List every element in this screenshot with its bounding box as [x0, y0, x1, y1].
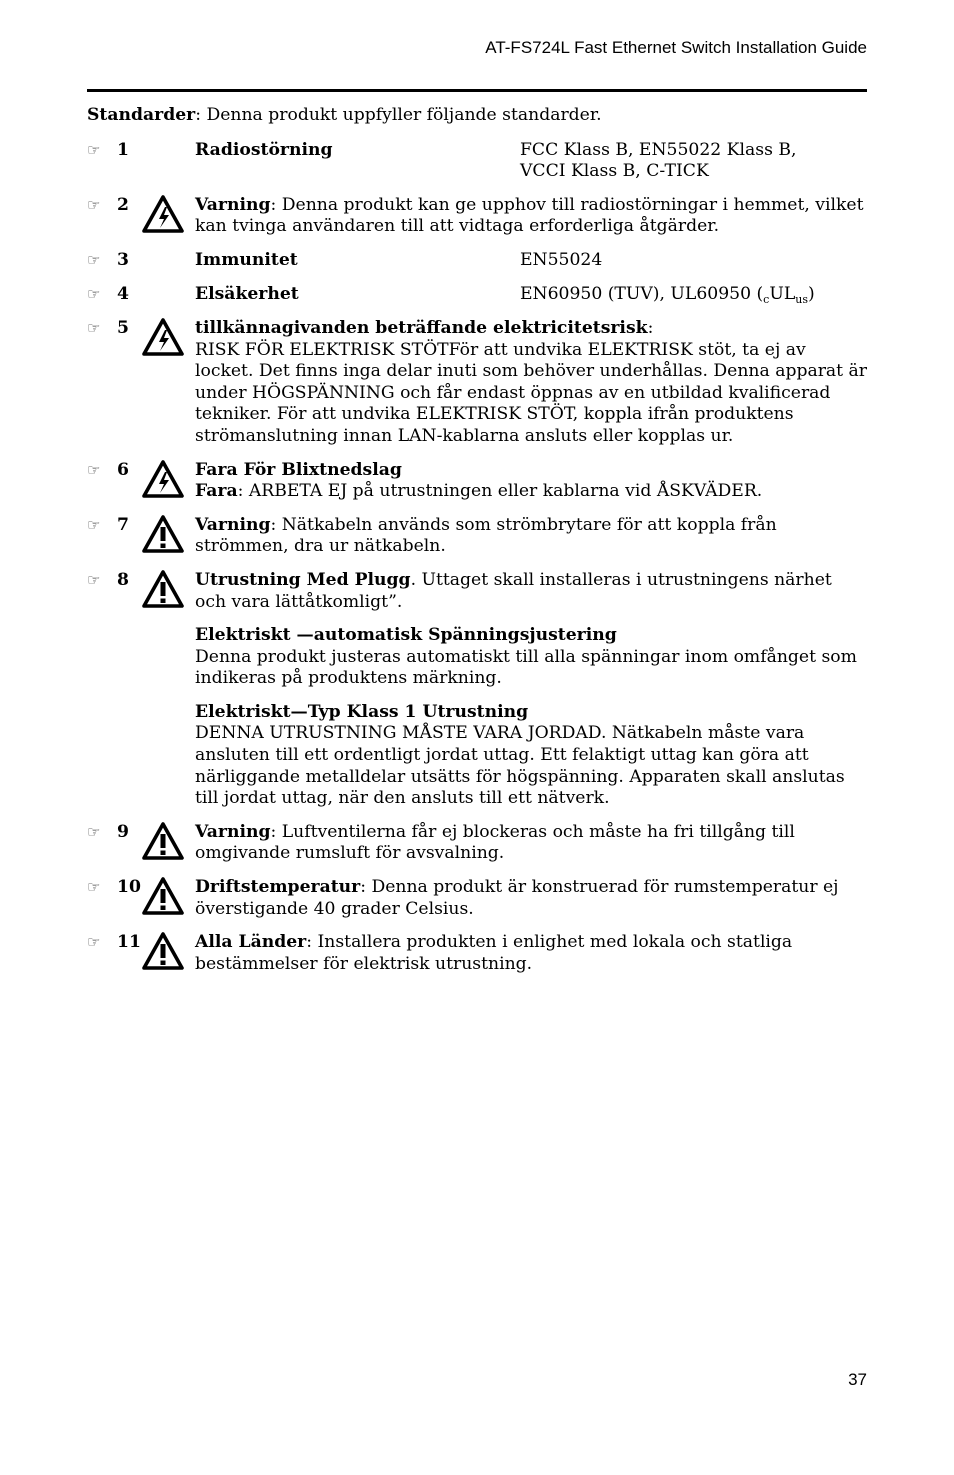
warning-triangle-icon — [142, 515, 184, 553]
entry-label: Driftstemperatur — [195, 877, 361, 898]
value-prefix: EN60950 (TUV), UL60950 ( — [520, 283, 764, 304]
pointing-hand-icon: ☞ — [87, 570, 101, 589]
entry-text: . Uttaget skall installeras i utrustningens närhet och vara lättåtkomligt”. — [195, 569, 832, 612]
entry-text: : Nätkabeln används som strömbrytare för att koppla från strömmen, dra ur nätkabeln. — [195, 514, 777, 557]
running-header — [87, 38, 867, 58]
pointing-hand-icon: ☞ — [87, 822, 101, 841]
entry-label: tillkännagivanden beträffande elektricitetsrisk — [195, 317, 648, 338]
electrical-hazard-icon — [142, 318, 184, 356]
entry-text: : Denna produkt kan ge upphov till radiostörningar i hemmet, vilket kan tvinga användaren till att vidtaga erforderliga åtgärder. — [195, 194, 864, 237]
entry-label: Varning — [195, 514, 271, 535]
value-line-2: VCCI Klass B, C-TICK — [520, 161, 709, 182]
entry-4 — [87, 284, 867, 306]
pointing-hand-icon: ☞ — [87, 140, 101, 159]
warning-triangle-icon — [142, 822, 184, 860]
entry-number: 11 — [117, 932, 141, 953]
entry-text: : ARBETA EJ på utrustningen eller kablarna vid ÅSKVÄDER. — [237, 481, 763, 502]
page-number: 37 — [848, 1370, 867, 1389]
pointing-hand-icon: ☞ — [87, 250, 101, 269]
entry-text: RISK FÖR ELEKTRISK STÖTFör att undvika ELEKTRISK stöt, ta ej av locket. Det finns inga delar inuti som behöver underhållas. Denna apparat är under HÖGSPÄNNING och får endast öppnas av en utbildad kvalificerad tekniker. För att undvika ELEKTRISK STÖT, koppla ifrån produktens strömanslutning innan LAN-kablarna ansluts eller kopplas ur. — [195, 339, 867, 446]
subsection-class1 — [195, 702, 867, 810]
pointing-hand-icon: ☞ — [87, 195, 101, 214]
electrical-hazard-icon — [142, 195, 184, 233]
entry-8 — [87, 570, 867, 613]
entry-7 — [87, 515, 867, 558]
entry-10 — [87, 877, 867, 920]
entry-label: Immunitet — [195, 249, 298, 270]
warning-triangle-icon — [142, 932, 184, 970]
value-subscript-us: us — [795, 292, 808, 306]
entry-1 — [87, 140, 867, 183]
pointing-hand-icon: ☞ — [87, 318, 101, 337]
entry-label: Varning — [195, 194, 271, 215]
header-rule — [87, 89, 867, 92]
subsection-text: Denna produkt justeras automatiskt till alla spänningar inom omfånget som indikeras på produktens märkning. — [195, 646, 857, 689]
entry-number: 1 — [117, 139, 129, 160]
value-subscript-c: c — [763, 292, 770, 306]
entry-number: 2 — [117, 194, 129, 215]
pointing-hand-icon: ☞ — [87, 515, 101, 534]
pointing-hand-icon: ☞ — [87, 878, 101, 897]
entry-value — [520, 284, 867, 306]
entry-number: 5 — [117, 317, 129, 338]
subsection-text: DENNA UTRUSTNING MÅSTE VARA JORDAD. Nätkabeln måste vara ansluten till ett ordentligt jordat uttag. Ett felaktigt uttag kan göra att närliggande metalldelar utsätts för högspänning. Apparaten skall anslutas till jordat uttag, när den ansluts till ett nätverk. — [195, 723, 845, 809]
intro-label: Standarder — [87, 105, 196, 125]
value-ul: UL — [769, 283, 796, 304]
entry-value: EN55024 — [520, 249, 603, 270]
entry-number: 4 — [117, 283, 129, 304]
pointing-hand-icon: ☞ — [87, 460, 101, 479]
entry-label: Fara För Blixtnedslag — [195, 459, 402, 480]
intro-text: : Denna produkt uppfyller följande standarder. — [195, 105, 602, 125]
value-line-1: FCC Klass B, EN55022 Klass B, — [520, 139, 797, 160]
intro-paragraph — [87, 105, 867, 127]
electrical-hazard-icon — [142, 460, 184, 498]
entry-value — [520, 140, 867, 183]
subsection-heading: Elektriskt —automatisk Spänningsjustering — [195, 625, 617, 646]
entry-number: 10 — [117, 877, 141, 898]
entry-number: 9 — [117, 821, 129, 842]
label-suffix: : — [647, 317, 654, 338]
entry-number: 6 — [117, 459, 129, 480]
entry-2 — [87, 195, 867, 238]
pointing-hand-icon: ☞ — [87, 933, 101, 952]
entry-9 — [87, 822, 867, 865]
header-title: AT-FS724L Fast Ethernet Switch Installation Guide — [485, 38, 867, 57]
value-suffix: ) — [807, 283, 815, 304]
warning-triangle-icon — [142, 877, 184, 915]
entry-label: Radiostörning — [195, 139, 333, 160]
entry-number: 7 — [117, 514, 129, 535]
entry-text: : Luftventilerna får ej blockeras och måste ha fri tillgång till omgivande rumsluft för avsvalning. — [195, 821, 795, 864]
warning-triangle-icon — [142, 570, 184, 608]
entry-label-2: Fara — [195, 481, 238, 502]
entry-number: 8 — [117, 569, 129, 590]
entry-5 — [87, 318, 867, 448]
entry-11 — [87, 932, 867, 975]
entry-label: Alla Länder — [195, 932, 307, 953]
page-content — [87, 105, 867, 987]
subsection-heading: Elektriskt—Typ Klass 1 Utrustning — [195, 701, 529, 722]
entry-text: : Denna produkt är konstruerad för rumstemperatur ej överstigande 40 grader Celsius. — [195, 877, 839, 919]
entry-label: Varning — [195, 821, 271, 842]
pointing-hand-icon: ☞ — [87, 284, 101, 303]
entry-label: Elsäkerhet — [195, 283, 299, 304]
entry-3 — [87, 250, 867, 272]
entry-text: : Installera produkten i enlighet med lokala och statliga bestämmelser för elektrisk utrustning. — [195, 932, 793, 974]
entry-label: Utrustning Med Plugg — [195, 569, 411, 590]
entry-number: 3 — [117, 249, 129, 270]
subsection-voltage — [195, 625, 867, 690]
entry-6 — [87, 460, 867, 503]
